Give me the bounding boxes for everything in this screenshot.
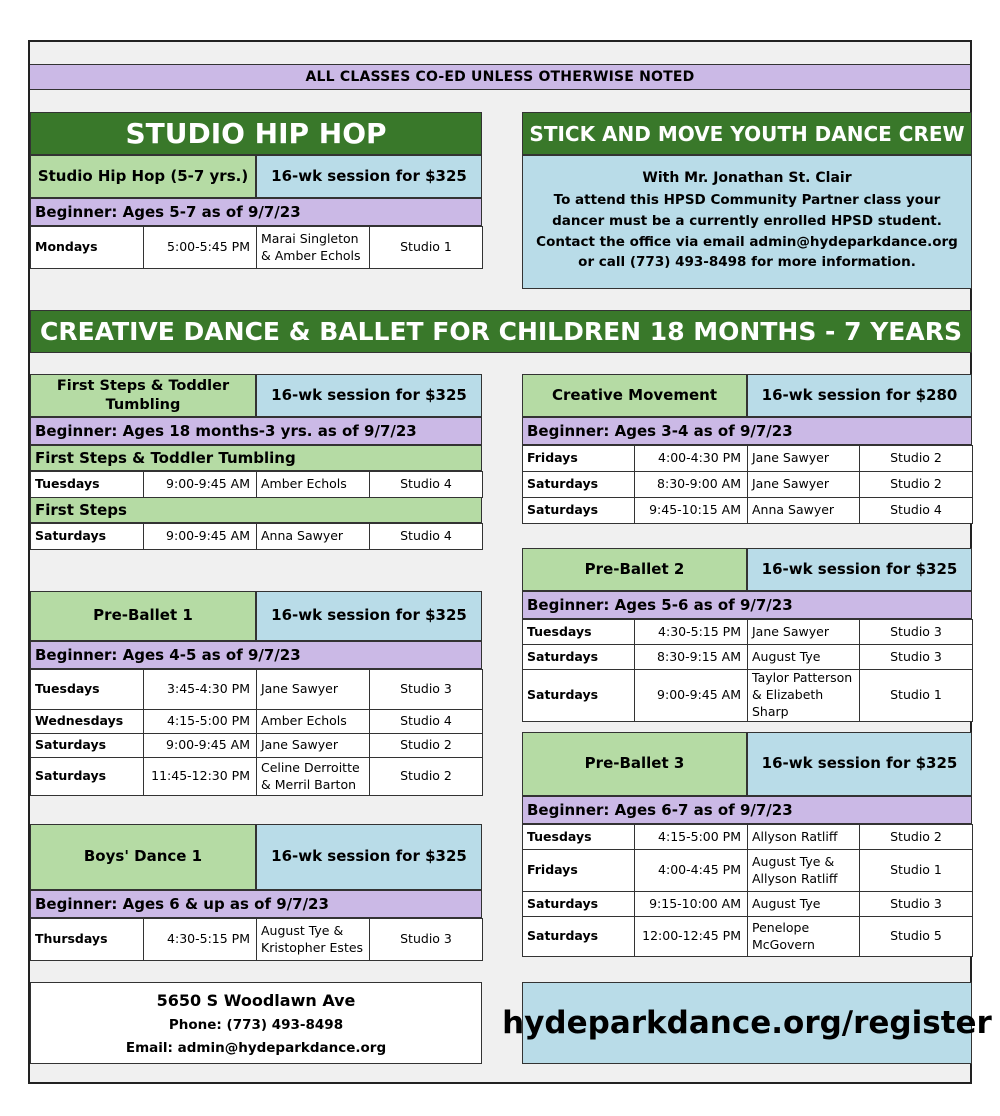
- pre-ballet-2-schedule-table: [522, 619, 973, 722]
- first-steps-rows-1: [31, 472, 483, 498]
- pre-ballet-2-session-price: 16-wk session for $325: [747, 548, 972, 591]
- boys-dance-1-class-name: Boys' Dance 1: [30, 824, 256, 890]
- first-steps-only-subheading: First Steps: [30, 497, 482, 523]
- table-row: [31, 670, 483, 710]
- time-cell: 3:45-4:30 PM: [144, 670, 257, 710]
- table-row: [523, 472, 973, 498]
- hiphop-class-name: Studio Hip Hop (5-7 yrs.): [30, 155, 256, 198]
- instructor-cell: August Tye: [748, 892, 860, 917]
- day-cell: Thursdays: [31, 919, 144, 961]
- day-cell: Saturdays: [31, 758, 144, 796]
- time-cell: 5:00-5:45 PM: [144, 227, 257, 269]
- instructor-cell: Anna Sawyer: [257, 524, 370, 550]
- table-row: [523, 498, 973, 524]
- instructor-cell: Jane Sawyer: [257, 734, 370, 758]
- studio-cell: Studio 2: [860, 472, 973, 498]
- hiphop-rows: [31, 227, 483, 269]
- instructor-cell: Jane Sawyer: [748, 620, 860, 645]
- table-row: [523, 620, 973, 645]
- pre-ballet-3-rows: [523, 825, 973, 957]
- pre-ballet-3-class-name: Pre-Ballet 3: [522, 732, 747, 796]
- instructor-cell: August Tye & Allyson Ratliff: [748, 850, 860, 892]
- creative-movement-schedule-table: [522, 445, 973, 524]
- address-box: [30, 982, 482, 1064]
- studio-cell: Studio 3: [370, 670, 483, 710]
- time-cell: 9:00-9:45 AM: [144, 472, 257, 498]
- studio-cell: Studio 4: [370, 524, 483, 550]
- boys-dance-1-schedule-table: [30, 918, 483, 961]
- creative-dance-title: CREATIVE DANCE & BALLET FOR CHILDREN 18 MONTHS - 7 YEARS: [30, 310, 972, 353]
- studio-cell: Studio 1: [370, 227, 483, 269]
- instructor-cell: Jane Sawyer: [748, 446, 860, 472]
- table-row: [523, 825, 973, 850]
- pre-ballet-3-level: Beginner: Ages 6-7 as of 9/7/23: [522, 796, 972, 824]
- time-cell: 4:30-5:15 PM: [635, 620, 748, 645]
- street-address: 5650 S Woodlawn Ave: [156, 991, 356, 1010]
- table-row: [31, 710, 483, 734]
- boys-dance-1-rows: [31, 919, 483, 961]
- day-cell: Saturdays: [523, 498, 635, 524]
- day-cell: Wednesdays: [31, 710, 144, 734]
- day-cell: Tuesdays: [31, 670, 144, 710]
- table-row: [523, 892, 973, 917]
- boys-dance-1-level: Beginner: Ages 6 & up as of 9/7/23: [30, 890, 482, 918]
- day-cell: Saturdays: [523, 892, 635, 917]
- stick-title: STICK AND MOVE YOUTH DANCE CREW: [522, 112, 972, 155]
- time-cell: 9:00-9:45 AM: [144, 734, 257, 758]
- pre-ballet-1-class-name: Pre-Ballet 1: [30, 591, 256, 641]
- instructor-cell: Jane Sawyer: [257, 670, 370, 710]
- instructor-cell: Anna Sawyer: [748, 498, 860, 524]
- table-row: [523, 917, 973, 957]
- time-cell: 8:30-9:00 AM: [635, 472, 748, 498]
- hiphop-session-price: 16-wk session for $325: [256, 155, 482, 198]
- table-row: [523, 446, 973, 472]
- time-cell: 8:30-9:15 AM: [635, 645, 748, 670]
- first-steps-session-price: 16-wk session for $325: [256, 374, 482, 417]
- table-row: [523, 670, 973, 722]
- day-cell: Saturdays: [523, 670, 635, 722]
- day-cell: Saturdays: [523, 917, 635, 957]
- phone-number: Phone: (773) 493-8498: [168, 1017, 344, 1033]
- table-row: [31, 472, 483, 498]
- first-steps-rows-2: [31, 524, 483, 550]
- day-cell: Tuesdays: [523, 825, 635, 850]
- stick-instructor: With Mr. Jonathan St. Clair: [642, 170, 852, 186]
- studio-cell: Studio 2: [370, 734, 483, 758]
- time-cell: 9:45-10:15 AM: [635, 498, 748, 524]
- table-row: [31, 734, 483, 758]
- day-cell: Fridays: [523, 850, 635, 892]
- table-row: [31, 227, 483, 269]
- day-cell: Saturdays: [523, 472, 635, 498]
- instructor-cell: Taylor Patterson & Elizabeth Sharp: [748, 670, 860, 722]
- pre-ballet-1-schedule-table: [30, 669, 483, 796]
- creative-movement-class-name: Creative Movement: [522, 374, 747, 417]
- first-steps-level: Beginner: Ages 18 months-3 yrs. as of 9/7/23: [30, 417, 482, 445]
- studio-cell: Studio 4: [860, 498, 973, 524]
- studio-cell: Studio 3: [860, 645, 973, 670]
- studio-cell: Studio 1: [860, 850, 973, 892]
- time-cell: 4:15-5:00 PM: [144, 710, 257, 734]
- studio-cell: Studio 5: [860, 917, 973, 957]
- instructor-cell: Celine Derroitte & Merril Barton: [257, 758, 370, 796]
- studio-cell: Studio 2: [860, 825, 973, 850]
- studio-cell: Studio 1: [860, 670, 973, 722]
- studio-cell: Studio 4: [370, 710, 483, 734]
- day-cell: Saturdays: [523, 645, 635, 670]
- time-cell: 12:00-12:45 PM: [635, 917, 748, 957]
- instructor-cell: Allyson Ratliff: [748, 825, 860, 850]
- table-row: [31, 758, 483, 796]
- table-row: [31, 524, 483, 550]
- time-cell: 4:30-5:15 PM: [144, 919, 257, 961]
- time-cell: 4:15-5:00 PM: [635, 825, 748, 850]
- studio-cell: Studio 3: [370, 919, 483, 961]
- day-cell: Saturdays: [31, 734, 144, 758]
- hiphop-title: STUDIO HIP HOP: [30, 112, 482, 155]
- first-steps-subheading: First Steps & Toddler Tumbling: [30, 445, 482, 471]
- boys-dance-1-session-price: 16-wk session for $325: [256, 824, 482, 890]
- first-steps-schedule-table-1: [30, 471, 483, 498]
- studio-cell: Studio 4: [370, 472, 483, 498]
- studio-cell: Studio 3: [860, 892, 973, 917]
- time-cell: 4:00-4:45 PM: [635, 850, 748, 892]
- instructor-cell: Amber Echols: [257, 710, 370, 734]
- pre-ballet-1-rows: [31, 670, 483, 796]
- studio-cell: Studio 3: [860, 620, 973, 645]
- creative-movement-session-price: 16-wk session for $280: [747, 374, 972, 417]
- pre-ballet-1-level: Beginner: Ages 4-5 as of 9/7/23: [30, 641, 482, 669]
- coed-notice: ALL CLASSES CO-ED UNLESS OTHERWISE NOTED: [30, 64, 970, 90]
- time-cell: 9:15-10:00 AM: [635, 892, 748, 917]
- instructor-cell: Penelope McGovern: [748, 917, 860, 957]
- schedule-sheet: [28, 40, 992, 1084]
- instructor-cell: Amber Echols: [257, 472, 370, 498]
- hiphop-schedule-table: [30, 226, 483, 269]
- studio-cell: Studio 2: [860, 446, 973, 472]
- time-cell: 9:00-9:45 AM: [635, 670, 748, 722]
- instructor-cell: August Tye: [748, 645, 860, 670]
- day-cell: Saturdays: [31, 524, 144, 550]
- day-cell: Mondays: [31, 227, 144, 269]
- time-cell: 4:00-4:30 PM: [635, 446, 748, 472]
- table-row: [523, 645, 973, 670]
- day-cell: Tuesdays: [31, 472, 144, 498]
- pre-ballet-1-session-price: 16-wk session for $325: [256, 591, 482, 641]
- hiphop-level: Beginner: Ages 5-7 as of 9/7/23: [30, 198, 482, 226]
- studio-cell: Studio 2: [370, 758, 483, 796]
- day-cell: Fridays: [523, 446, 635, 472]
- creative-movement-level: Beginner: Ages 3-4 as of 9/7/23: [522, 417, 972, 445]
- instructor-cell: Jane Sawyer: [748, 472, 860, 498]
- pre-ballet-2-rows: [523, 620, 973, 722]
- first-steps-schedule-table-2: [30, 523, 483, 550]
- table-row: [523, 850, 973, 892]
- stick-info-panel: [522, 155, 972, 289]
- day-cell: Tuesdays: [523, 620, 635, 645]
- stick-description: To attend this HPSD Community Partner class your dancer must be a currently enrolled HPSD student. Contact the office via email admin@hydeparkdance.org or call (773) 493-8498 for more information.: [536, 191, 958, 271]
- pre-ballet-2-class-name: Pre-Ballet 2: [522, 548, 747, 591]
- pre-ballet-3-schedule-table: [522, 824, 973, 957]
- time-cell: 11:45-12:30 PM: [144, 758, 257, 796]
- first-steps-class-name: First Steps & Toddler Tumbling: [30, 374, 256, 417]
- pre-ballet-3-session-price: 16-wk session for $325: [747, 732, 972, 796]
- pre-ballet-2-level: Beginner: Ages 5-6 as of 9/7/23: [522, 591, 972, 619]
- register-url[interactable]: hydeparkdance.org/register: [522, 982, 972, 1064]
- time-cell: 9:00-9:45 AM: [144, 524, 257, 550]
- table-row: [31, 919, 483, 961]
- email-address: Email: admin@hydeparkdance.org: [125, 1040, 387, 1056]
- creative-movement-rows: [523, 446, 973, 524]
- instructor-cell: Marai Singleton & Amber Echols: [257, 227, 370, 269]
- instructor-cell: August Tye & Kristopher Estes: [257, 919, 370, 961]
